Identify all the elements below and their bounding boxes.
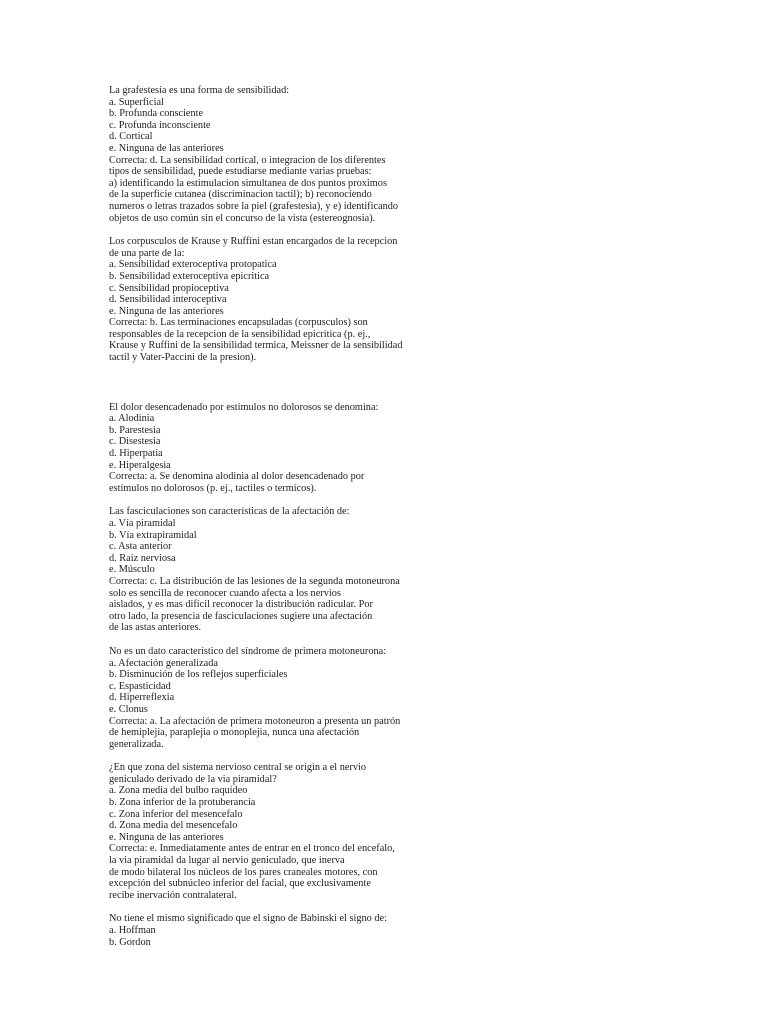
option-b: b. Parestesia	[109, 424, 161, 436]
question-alodinia	[109, 402, 419, 495]
explanation-line: generalizada.	[109, 738, 164, 750]
spacer	[109, 901, 419, 913]
explanation-line: solo es sencilla de reconocer cuando afecta a los nervios	[109, 587, 341, 599]
option-c: c. Disestesia	[109, 436, 161, 448]
answer-line: Correcta: b. Las terminaciones encapsuladas (corpusculos) son	[109, 317, 368, 329]
explanation-line: excepción del subnúcleo inferior del facial, que exclusivamente	[109, 878, 371, 890]
spacer	[109, 364, 419, 402]
explanation-line: a) identificando la estimulacion simultanea de dos puntos proximos	[109, 177, 387, 189]
explanation-line: de hemiplejia, paraplejia o monoplejia, nunca una afectación	[109, 727, 360, 739]
question-grafestesia	[109, 85, 419, 224]
question-text: Las fasciculaciones son características de la afectación de:	[109, 506, 350, 518]
option-d: d. Cortical	[109, 131, 153, 143]
option-d: d. Hiperreflexia	[109, 692, 175, 704]
option-a: a. Afectación generalizada	[109, 657, 218, 669]
option-c: c. Asta anterior	[109, 541, 172, 553]
question-primera-motoneurona	[109, 646, 419, 750]
question-text: No es un dato característico del síndrome de primera motoneurona:	[109, 645, 387, 657]
question-text: ¿En que zona del sistema nervioso central se origin a el nervio	[109, 762, 367, 774]
spacer	[109, 750, 419, 762]
question-babinski	[109, 913, 419, 948]
explanation-line: estímulos no dolorosos (p. ej., tactiles o termicos).	[109, 482, 317, 494]
option-b: b. Zona inferior de la protuberancia	[109, 797, 256, 809]
option-e: e. Ninguna de las anteriores	[109, 142, 224, 154]
question-text: No tiene el mismo significado que el signo de Babinski el signo de:	[109, 913, 387, 925]
option-d: d. Zona media del mesencefalo	[109, 820, 238, 832]
explanation-line: de las astas anteriores.	[109, 622, 202, 634]
explanation-line: objetos de uso común sin el concurso de la vista (estereognosia).	[109, 212, 376, 224]
option-a: a. Sensibilidad exteroceptiva protopatica	[109, 259, 277, 271]
spacer	[109, 494, 419, 506]
document-body	[109, 85, 419, 948]
explanation-line: responsables de la recepcion de la sensibilidad epicritica (p. ej.,	[109, 328, 371, 340]
option-a: a. Alodinia	[109, 413, 155, 425]
explanation-line: tactil y Vater-Paccini de la presion).	[109, 352, 257, 364]
option-d: d. Raíz nerviosa	[109, 552, 176, 564]
answer-line: Correcta: d. La sensibilidad cortical, o integracion de los diferentes	[109, 154, 386, 166]
spacer	[109, 634, 419, 646]
explanation-line: tipos de sensibilidad, puede estudiarse mediante varias pruebas:	[109, 166, 372, 178]
option-b: b. Profunda consciente	[109, 108, 204, 120]
option-c: c. Espasticidad	[109, 680, 171, 692]
option-a: a. Hoffman	[109, 925, 156, 936]
option-a: a. Zona media del bulbo raquídeo	[109, 785, 248, 797]
answer-line: Correcta: a. Se denomina alodinia al dolor desencadenado por	[109, 471, 365, 483]
option-a: a. Superficial	[109, 96, 164, 108]
option-a: a. Vía piramidal	[109, 518, 176, 529]
option-c: c. Zona inferior del mesencefalo	[109, 808, 243, 820]
option-e: e. Ninguna de las anteriores	[109, 831, 224, 843]
option-e: e. Ninguna de las anteriores	[109, 305, 224, 317]
question-krause-ruffini	[109, 236, 419, 364]
question-text: La grafestesia es una forma de sensibilidad:	[109, 85, 290, 96]
question-text: de una parte de la:	[109, 247, 185, 259]
explanation-line: de modo bilateral los núcleos de los pares craneales motores, con	[109, 866, 378, 878]
explanation-line: recibe inervación contralateral.	[109, 889, 237, 901]
option-c: c. Profunda inconsciente	[109, 119, 211, 131]
option-c: c. Sensibilidad propioceptiva	[109, 282, 229, 294]
spacer	[109, 224, 419, 236]
option-d: d. Hiperpatia	[109, 448, 163, 460]
option-b: b. Disminución de los reflejos superficiales	[109, 669, 288, 681]
option-e: e. Hiperalgesia	[109, 459, 171, 471]
option-e: e. Clonus	[109, 703, 148, 715]
question-fasciculaciones	[109, 506, 419, 634]
explanation-line: otro lado, la presencia de fasciculaciones sugiere una afectación	[109, 610, 373, 622]
option-b: b. Sensibilidad exteroceptiva epicritica	[109, 270, 270, 282]
question-text: geniculado derivado de la via piramidal?	[109, 773, 277, 785]
answer-line: Correcta: e. Inmediatamente antes de entrar en el tronco del encefalo,	[109, 843, 395, 855]
explanation-line: aislados, y es mas difícil reconocer la distribución radicular. Por	[109, 599, 373, 611]
option-b: b. Vía extrapiramidal	[109, 529, 197, 541]
explanation-line: de la superficie cutanea (discriminacion tactil); b) reconociendo	[109, 189, 372, 201]
question-text: El dolor desencadenado por estímulos no dolorosos se denomina:	[109, 401, 379, 413]
option-e: e. Músculo	[109, 564, 155, 576]
question-nervio-geniculado	[109, 762, 419, 901]
option-d: d. Sensibilidad interoceptiva	[109, 294, 227, 306]
option-b: b. Gordon	[109, 936, 151, 948]
question-text: Los corpusculos de Krause y Ruffini estan encargados de la recepcion	[109, 236, 398, 248]
explanation-line: numeros o letras trazados sobre la piel (grafestesia), y e) identificando	[109, 200, 399, 212]
explanation-line: Krause y Ruffini de la sensibilidad termica, Meissner de la sensibilidad	[109, 340, 403, 352]
answer-line: Correcta: c. La distribución de las lesiones de la segunda motoneurona	[109, 575, 400, 587]
explanation-line: la via piramidal da lugar al nervio geniculado, que inerva	[109, 855, 345, 867]
answer-line: Correcta: a. La afectación de primera motoneuron a presenta un patrón	[109, 715, 401, 727]
